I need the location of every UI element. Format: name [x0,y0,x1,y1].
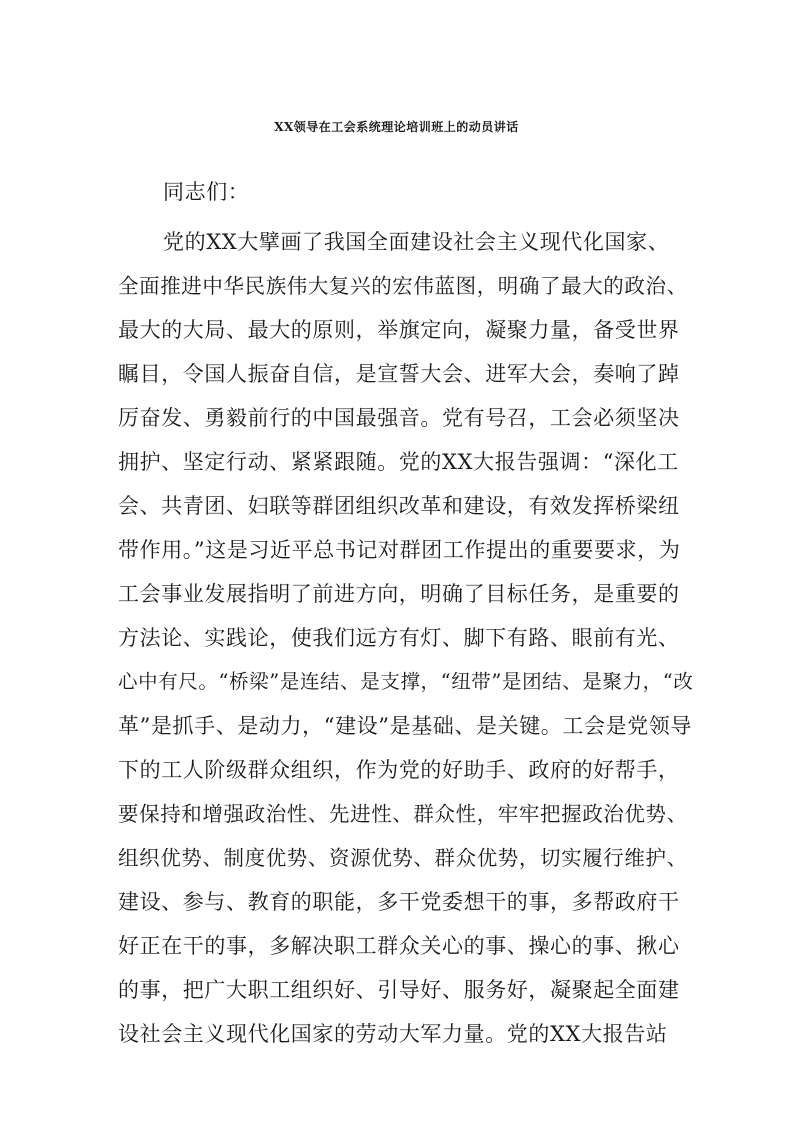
paragraph-line: 会、共青团、妇联等群团组织改革和建设，有效发挥桥梁纽 [118,494,680,518]
paragraph-line: 工会事业发展指明了前进方向，明确了目标任务，是重要的 [118,582,680,606]
paragraph-line: 全面推进中华民族伟大复兴的宏伟蓝图，明确了最大的政治、 [118,274,688,298]
paragraph-line: 建设、参与、教育的职能，多干党委想干的事，多帮政府干 [118,890,680,914]
paragraph-line: 方法论、实践论，使我们远方有灯、脚下有路、眼前有光、 [118,626,680,650]
paragraph-line: 的事，把广大职工组织好、引导好、服务好，凝聚起全面建 [118,978,680,1002]
paragraph-line: 瞩目，令国人振奋自信，是宣誓大会、进军大会，奏响了踔 [118,362,680,386]
paragraph-line: 心中有尺。“桥梁”是连结、是支撑，“纽带”是团结、是聚力，“改 [118,670,694,693]
salutation: 同志们： [163,180,250,204]
paragraph-line: 好正在干的事，多解决职工群众关心的事、操心的事、揪心 [118,934,680,958]
paragraph-line: 革”是抓手、是动力，“建设”是基础、是关键。工会是党领导 [118,714,693,738]
paragraph-line: 组织优势、制度优势、资源优势、群众优势，切实履行维护、 [118,846,688,870]
document-title: XX领导在工会系统理论培训班上的动员讲话 [274,120,519,134]
paragraph-line: 下的工人阶级群众组织，作为党的好助手、政府的好帮手， [118,758,680,782]
paragraph-line: 党的XX大擘画了我国全面建设社会主义现代化国家、 [163,230,670,254]
paragraph-line: 拥护、坚定行动、紧紧跟随。党的XX大报告强调：“深化工 [118,450,679,474]
paragraph-line: 最大的大局、最大的原则，举旗定向，凝聚力量，备受世界 [118,318,680,342]
paragraph-line: 带作用。”这是习近平总书记对群团工作提出的重要要求，为 [118,538,681,562]
paragraph-line: 厉奋发、勇毅前行的中国最强音。党有号召，工会必须坚决 [118,406,680,430]
paragraph-line: 要保持和增强政治性、先进性、群众性，牢牢把握政治优势、 [118,802,688,826]
paragraph-line: 设社会主义现代化国家的劳动大军力量。党的XX大报告站 [118,1022,668,1046]
